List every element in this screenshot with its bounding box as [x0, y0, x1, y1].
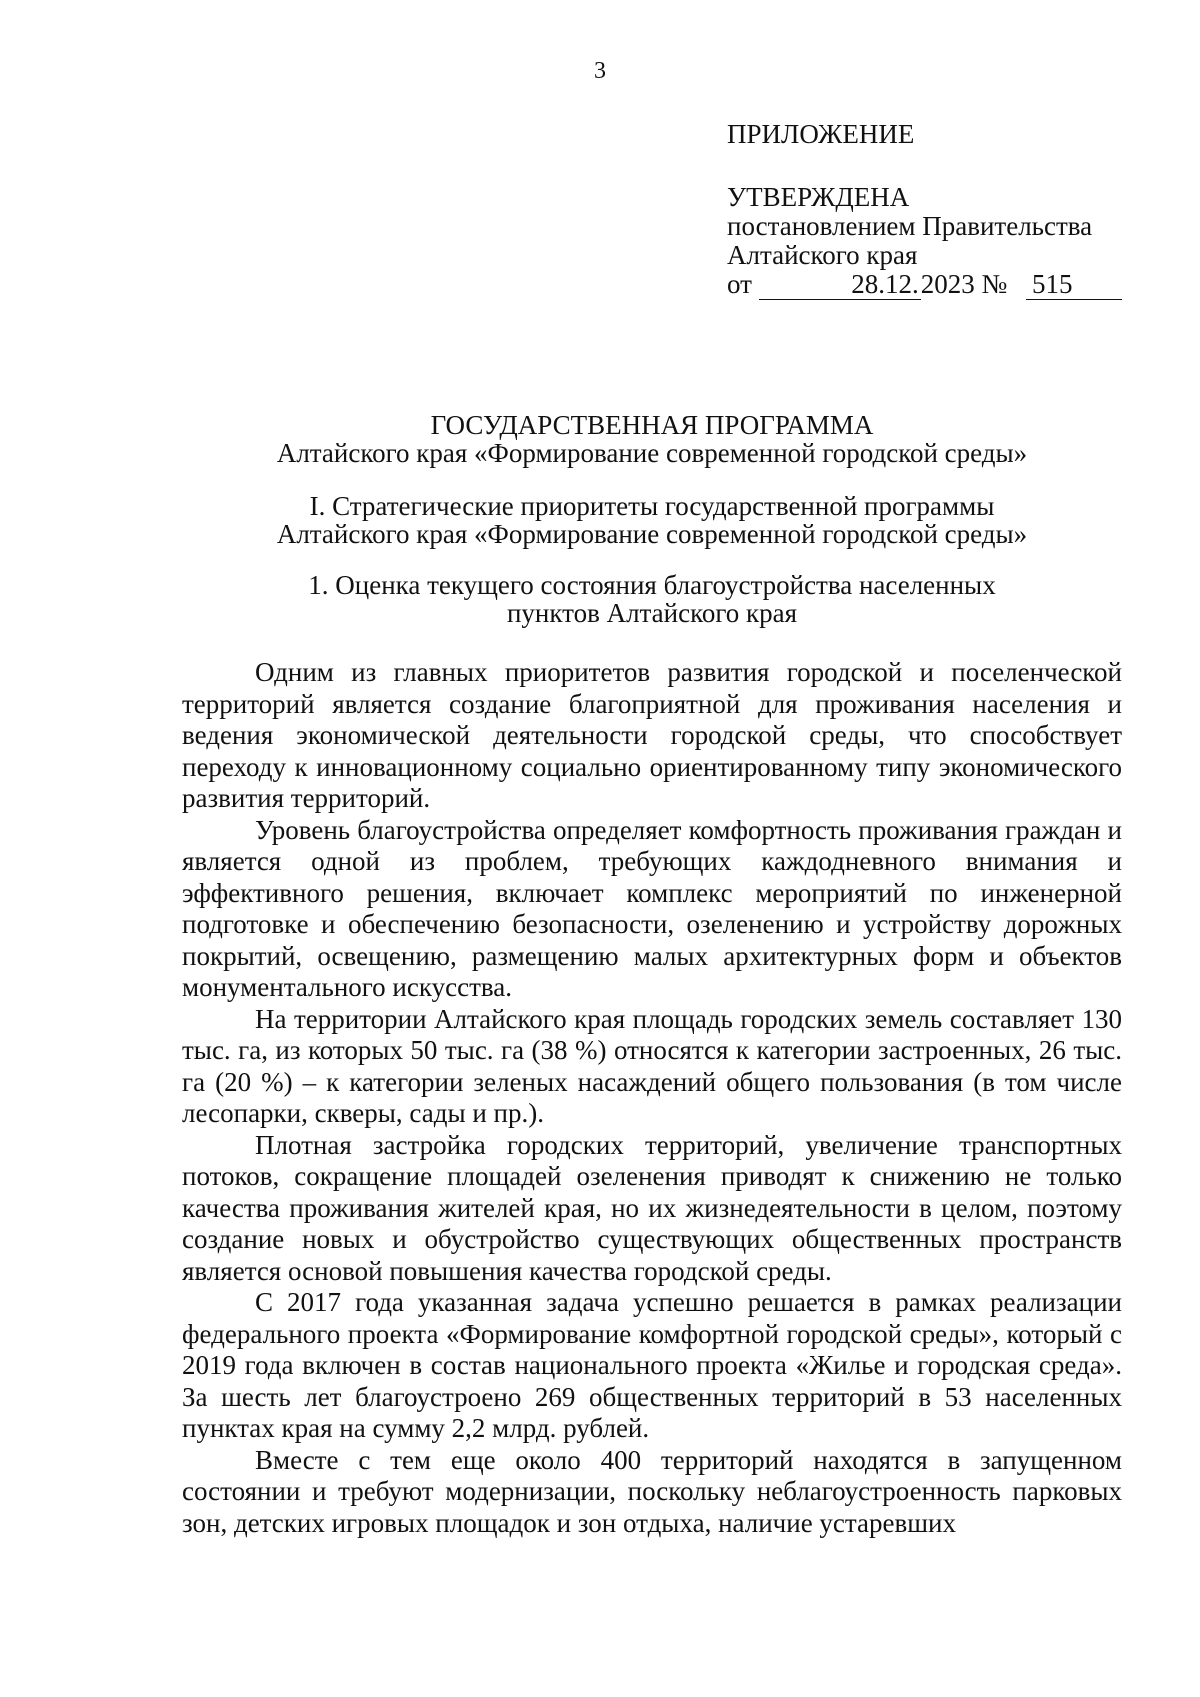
subsection-title-line2: пунктов Алтайского края: [506, 598, 798, 628]
approval-date-value: 28.12.: [851, 269, 919, 299]
appendix-heading: ПРИЛОЖЕНИЕ: [727, 119, 915, 149]
approval-year: 2023: [920, 269, 975, 299]
paragraph: Плотная застройка городских территорий, увеличение транспортных потоков, сокращение площадей озеленения приводят к снижению не только качества проживания жителей края, но их жизнедеятельности в целом, поэтому создание новых и обустройство существующих общественных пространств является основой повышения качества городской среды.: [182, 1129, 1122, 1286]
program-title-block: [182, 411, 1122, 467]
paragraph: На территории Алтайского края площадь городских земель составляет 130 тыс. га, из которых 50 тыс. га (38 %) относятся к категории застроенных, 26 тыс. га (20 %) – к категории зеленых насаждений общего пользования (в том числе лесопарки, скверы, сады и пр.).: [182, 1003, 1122, 1128]
approval-block: [727, 120, 1167, 300]
paragraph: Одним из главных приоритетов развития городской и поселенческой территорий является создание благоприятной для проживания населения и ведения экономической деятельности городской среды, что способствует переходу к инновационному социально ориентированному типу экономического развития территорий.: [182, 657, 1122, 813]
approved-heading: УТВЕРЖДЕНА: [727, 182, 910, 212]
approval-number: 515: [1026, 270, 1122, 300]
program-title: ГОСУДАРСТВЕННАЯ ПРОГРАММА: [430, 410, 874, 440]
section-title-block: [182, 492, 1122, 548]
program-subtitle: Алтайского края «Формирование современной городской среды»: [276, 438, 1028, 468]
page-number: 3: [594, 58, 606, 84]
approval-date: [759, 270, 921, 300]
approved-by-line: постановлением Правительства: [727, 211, 1093, 241]
body-text: [182, 657, 1122, 1539]
subsection-title-line1: 1. Оценка текущего состояния благоустройства населенных: [308, 570, 996, 600]
subsection-title-block: [182, 571, 1122, 627]
section-title-line1: I. Стратегические приоритеты государственной программы: [309, 491, 995, 521]
section-title-line2: Алтайского края «Формирование современной городской среды»: [276, 519, 1028, 549]
paragraph: С 2017 года указанная задача успешно решается в рамках реализации федерального проекта «Формирование комфортной городской среды», который с 2019 года включен в состав национального проекта «Жилье и городская среда». За шесть лет благоустроено 269 общественных территорий в 53 населенных пунктах края на сумму 2,2 млрд. рублей.: [182, 1287, 1122, 1443]
paragraph: Вместе с тем еще около 400 территорий находятся в запущенном состоянии и требуют модернизации, поскольку неблагоустроенность парковых зон, детских игровых площадок и зон отдыха, наличие устаревших: [182, 1444, 1122, 1538]
paragraph: Уровень благоустройства определяет комфортность проживания граждан и является одной из проблем, требующих каждодневного внимания и эффективного решения, включает комплекс мероприятий по инженерной подготовке и обеспечению безопасности, озеленению и устройству дорожных покрытий, освещению, размещению малых архитектурных форм и объектов монументального искусства.: [182, 814, 1122, 1002]
from-label: от: [727, 269, 752, 299]
approved-by-region: Алтайского края: [727, 240, 918, 270]
number-label: №: [981, 269, 1008, 299]
approval-date-line: [727, 270, 1167, 300]
